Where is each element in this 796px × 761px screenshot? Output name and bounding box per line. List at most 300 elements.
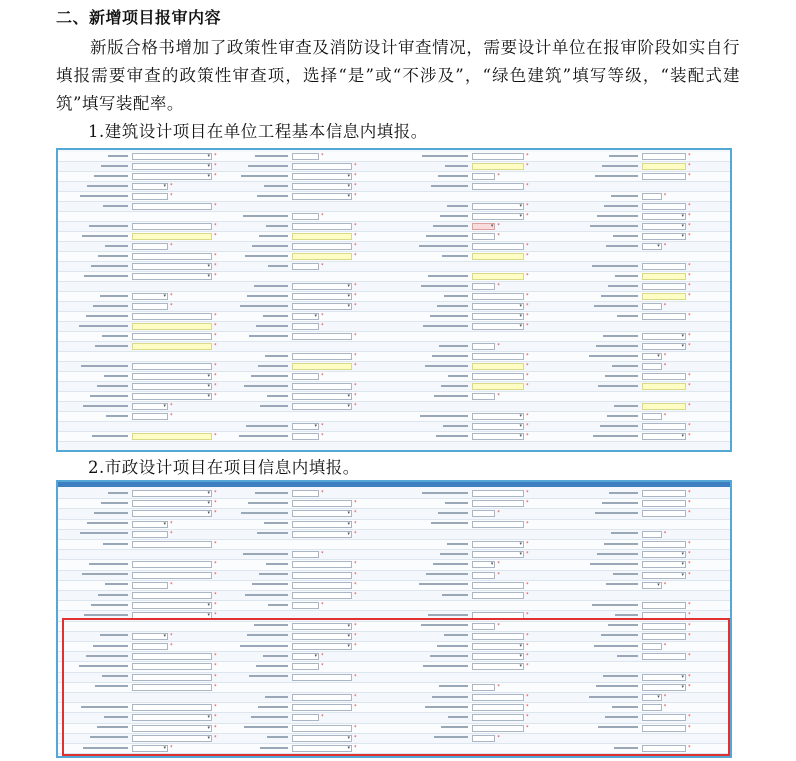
form-input[interactable] <box>642 572 686 579</box>
required-mark: * <box>663 530 667 537</box>
required-mark: * <box>354 233 357 239</box>
field-label <box>398 214 468 219</box>
required-mark: * <box>354 193 357 199</box>
required-mark: * <box>688 153 691 159</box>
required-mark: * <box>526 551 529 558</box>
required-mark: * <box>214 734 217 741</box>
field-label <box>398 542 468 547</box>
form-input[interactable] <box>132 531 168 538</box>
form-input[interactable] <box>292 263 319 270</box>
form-input[interactable] <box>642 510 686 517</box>
form-row <box>58 509 730 519</box>
field-label <box>218 552 288 557</box>
form-input[interactable] <box>642 531 662 538</box>
required-mark: * <box>354 403 357 409</box>
form-input[interactable] <box>132 323 212 330</box>
required-mark: * <box>663 243 667 249</box>
field-label <box>398 274 468 279</box>
required-mark: * <box>497 393 500 399</box>
form-input[interactable] <box>292 233 352 240</box>
form-input[interactable] <box>292 223 352 230</box>
field-label <box>568 434 638 439</box>
required-mark: * <box>214 163 217 169</box>
form-input[interactable] <box>642 490 686 497</box>
form-input[interactable] <box>292 183 352 190</box>
field-label <box>568 214 638 219</box>
field-label <box>218 532 288 537</box>
form-row <box>58 392 730 402</box>
form-input[interactable] <box>292 521 352 528</box>
required-mark: * <box>688 510 691 517</box>
form-input[interactable] <box>292 510 352 517</box>
form-row <box>58 412 730 422</box>
form-input[interactable] <box>292 373 319 380</box>
field-label <box>398 244 468 249</box>
field-label <box>398 424 468 429</box>
required-mark: * <box>321 263 324 269</box>
form-input[interactable] <box>472 353 524 360</box>
field-label <box>218 224 288 229</box>
field-label <box>58 224 128 229</box>
required-mark: * <box>688 333 691 339</box>
form-input[interactable] <box>472 343 495 350</box>
field-label <box>58 394 128 399</box>
form-input[interactable] <box>132 163 212 170</box>
form-input[interactable] <box>132 293 168 300</box>
form-input[interactable] <box>472 433 524 440</box>
required-mark: * <box>688 622 691 629</box>
form-input[interactable] <box>472 153 524 160</box>
form-row <box>58 202 730 212</box>
form-input[interactable] <box>132 343 212 350</box>
field-label <box>568 234 638 239</box>
form-input[interactable] <box>132 582 168 589</box>
form-input[interactable] <box>472 423 524 430</box>
form-input[interactable] <box>472 273 524 280</box>
required-mark: * <box>663 303 667 309</box>
required-mark: * <box>526 724 529 731</box>
form-input[interactable] <box>642 353 662 360</box>
field-label <box>568 491 638 496</box>
form-input[interactable] <box>472 561 495 568</box>
required-mark: * <box>497 561 500 568</box>
field-label <box>218 374 288 379</box>
form-input[interactable] <box>292 551 319 558</box>
form-input[interactable] <box>132 313 212 320</box>
form-input[interactable] <box>642 283 686 290</box>
field-label <box>218 562 288 567</box>
field-label <box>568 583 638 588</box>
form-input[interactable] <box>292 531 352 538</box>
field-label <box>58 234 128 239</box>
form-input[interactable] <box>642 413 662 420</box>
field-label <box>568 244 638 249</box>
required-mark: * <box>354 173 357 179</box>
form-input[interactable] <box>132 193 168 200</box>
form-input[interactable] <box>642 433 686 440</box>
field-label <box>218 354 288 359</box>
required-mark: * <box>497 223 500 229</box>
form-input[interactable] <box>132 413 168 420</box>
field-label <box>398 552 468 557</box>
required-mark: * <box>526 541 529 547</box>
form-input[interactable] <box>292 333 352 340</box>
form-input[interactable] <box>642 303 662 310</box>
form-input[interactable] <box>132 500 212 507</box>
required-mark: * <box>354 643 357 649</box>
form-input[interactable] <box>472 551 524 558</box>
form-row <box>58 489 730 499</box>
form-input[interactable] <box>292 313 319 320</box>
form-row <box>58 571 730 581</box>
form-input[interactable] <box>642 403 686 410</box>
required-mark: * <box>214 490 217 496</box>
form-input[interactable] <box>132 561 212 568</box>
required-mark: * <box>497 571 500 578</box>
form-row <box>58 362 730 372</box>
form-input[interactable] <box>132 373 212 380</box>
section-title: 二、新增项目报审内容 <box>56 8 222 27</box>
form-input[interactable] <box>292 561 352 568</box>
form-input[interactable] <box>132 173 212 180</box>
required-mark: * <box>526 243 529 249</box>
required-mark: * <box>170 581 173 588</box>
field-label <box>398 384 468 389</box>
form-input[interactable] <box>472 373 524 380</box>
form-input[interactable] <box>642 561 686 568</box>
form-input[interactable] <box>472 163 524 170</box>
form-input[interactable] <box>472 582 524 589</box>
required-mark: * <box>526 500 529 507</box>
required-mark: * <box>214 500 217 507</box>
form-input[interactable] <box>472 173 495 180</box>
form-input[interactable] <box>642 193 662 200</box>
form-row <box>58 342 730 352</box>
form-input[interactable] <box>292 283 352 290</box>
required-mark: * <box>688 724 691 731</box>
field-label <box>58 434 128 439</box>
form-row <box>58 152 730 162</box>
form-input[interactable] <box>472 592 524 599</box>
form-input[interactable] <box>472 393 495 400</box>
required-mark: * <box>214 173 217 179</box>
field-label <box>568 334 638 339</box>
required-mark: * <box>688 612 691 619</box>
required-mark: * <box>688 745 691 751</box>
field-label <box>218 491 288 496</box>
form-input[interactable] <box>292 423 319 430</box>
form-input[interactable] <box>292 403 352 410</box>
field-label <box>398 344 468 349</box>
field-label <box>568 573 638 578</box>
field-label <box>218 304 288 309</box>
required-mark: * <box>354 283 357 289</box>
required-mark: * <box>688 343 691 349</box>
form-input[interactable] <box>292 173 352 180</box>
required-mark: * <box>321 653 324 660</box>
form-input[interactable] <box>642 263 686 270</box>
required-mark: * <box>497 343 500 349</box>
form-input[interactable] <box>292 602 319 609</box>
form-input[interactable] <box>642 343 686 350</box>
required-mark: * <box>526 643 529 649</box>
required-mark: * <box>526 714 529 721</box>
form-input[interactable] <box>292 363 352 370</box>
required-mark: * <box>497 683 500 690</box>
form-input[interactable] <box>472 313 524 320</box>
form-input[interactable] <box>132 203 212 210</box>
field-label <box>218 511 288 516</box>
required-mark: * <box>214 393 217 399</box>
form-input[interactable] <box>472 293 524 300</box>
form-input[interactable] <box>642 373 686 380</box>
form-input[interactable] <box>292 213 319 220</box>
required-mark: * <box>526 253 529 259</box>
form-input[interactable] <box>472 541 524 548</box>
form-input[interactable] <box>292 393 352 400</box>
form-row <box>58 550 730 560</box>
field-label <box>398 224 468 229</box>
form-input[interactable] <box>132 383 212 390</box>
form-input[interactable] <box>132 253 212 260</box>
required-mark: * <box>526 612 529 619</box>
form-input[interactable] <box>642 173 686 180</box>
form-input[interactable] <box>132 433 212 440</box>
required-mark: * <box>688 541 691 547</box>
form-input[interactable] <box>292 303 352 310</box>
form-input[interactable] <box>292 163 352 170</box>
form-input[interactable] <box>132 273 212 280</box>
form-input[interactable] <box>642 500 686 507</box>
form-input[interactable] <box>472 521 524 528</box>
form-input[interactable] <box>642 293 686 300</box>
form-input[interactable] <box>642 582 662 589</box>
body-paragraph: 新版合格书增加了政策性审查及消防设计审查情况，需要设计单位在报审阶段如实自行填报需要审查的政策性审查项，选择“是”或“不涉及”，“绿色建筑”填写等级，“装配式建筑”填写装配率。 <box>56 38 740 113</box>
form-input[interactable] <box>132 243 168 250</box>
required-mark: * <box>214 153 217 159</box>
required-mark: * <box>526 293 529 299</box>
field-label <box>568 542 638 547</box>
field-label <box>568 354 638 359</box>
form-row <box>58 292 730 302</box>
form-input[interactable] <box>132 572 212 579</box>
form-row <box>58 499 730 509</box>
form-input[interactable] <box>642 153 686 160</box>
form-input[interactable] <box>642 333 686 340</box>
form-row <box>58 272 730 282</box>
field-label <box>568 264 638 269</box>
required-mark: * <box>663 581 667 588</box>
form-input[interactable] <box>642 551 686 558</box>
form-input[interactable] <box>472 253 524 260</box>
form-input[interactable] <box>292 572 352 579</box>
required-mark: * <box>526 153 529 159</box>
field-label <box>568 374 638 379</box>
form-input[interactable] <box>642 163 686 170</box>
required-mark: * <box>354 622 357 629</box>
required-mark: * <box>321 373 324 379</box>
form-input[interactable] <box>472 510 495 517</box>
form-input[interactable] <box>132 592 212 599</box>
required-mark: * <box>214 673 217 680</box>
form-input[interactable] <box>292 243 352 250</box>
form-input[interactable] <box>642 423 686 430</box>
form-input[interactable] <box>132 303 168 310</box>
field-label <box>568 364 638 369</box>
form-input[interactable] <box>642 203 686 210</box>
required-mark: * <box>170 745 173 751</box>
required-mark: * <box>497 510 500 517</box>
form-input[interactable] <box>132 223 212 230</box>
form-input[interactable] <box>132 490 212 497</box>
form-input[interactable] <box>642 383 686 390</box>
form-input[interactable] <box>472 383 524 390</box>
field-label <box>218 404 288 409</box>
field-label <box>398 254 468 259</box>
field-label <box>58 254 128 259</box>
required-mark: * <box>688 551 691 558</box>
field-label <box>218 214 288 219</box>
required-mark: * <box>663 694 667 700</box>
form-input[interactable] <box>642 602 686 609</box>
required-mark: * <box>526 373 529 379</box>
form-input[interactable] <box>292 193 352 200</box>
form-input[interactable] <box>132 541 212 548</box>
field-label <box>218 501 288 506</box>
form-input[interactable] <box>292 490 319 497</box>
required-mark: * <box>170 243 173 249</box>
form-input[interactable] <box>132 263 212 270</box>
form-row <box>58 372 730 382</box>
form-input[interactable] <box>132 403 168 410</box>
form-input[interactable] <box>472 363 524 370</box>
field-label <box>218 194 288 199</box>
form-input[interactable] <box>292 153 319 160</box>
form-input[interactable] <box>642 363 662 370</box>
required-mark: * <box>497 173 500 179</box>
form-input[interactable] <box>642 243 662 250</box>
form-input[interactable] <box>472 323 524 330</box>
required-mark: * <box>526 433 529 439</box>
form-input[interactable] <box>292 383 352 390</box>
form-input[interactable] <box>292 353 352 360</box>
highlight-box <box>62 618 730 756</box>
field-label <box>58 583 128 588</box>
form-row <box>58 192 730 202</box>
required-mark: * <box>497 622 500 629</box>
form-input[interactable] <box>292 253 352 260</box>
required-mark: * <box>354 383 357 389</box>
required-mark: * <box>214 663 217 670</box>
required-mark: * <box>354 353 357 359</box>
field-label <box>218 294 288 299</box>
form-header-bar <box>58 482 730 487</box>
form-input[interactable] <box>132 183 168 190</box>
field-label <box>568 314 638 319</box>
required-mark: * <box>663 363 667 369</box>
form-input[interactable] <box>472 500 524 507</box>
form-input[interactable] <box>642 541 686 548</box>
form-input[interactable] <box>132 233 212 240</box>
field-label <box>58 573 128 578</box>
required-mark: * <box>354 724 357 731</box>
field-label <box>568 204 638 209</box>
required-mark: * <box>688 673 691 680</box>
form-input[interactable] <box>132 602 212 609</box>
required-mark: * <box>663 353 667 359</box>
required-mark: * <box>170 643 173 649</box>
field-label <box>58 344 128 349</box>
form-input[interactable] <box>472 303 524 310</box>
form-input[interactable] <box>472 572 495 579</box>
form-input[interactable] <box>472 233 495 240</box>
required-mark: * <box>526 663 529 670</box>
form-input[interactable] <box>472 413 524 420</box>
required-mark: * <box>354 183 357 189</box>
field-label <box>218 234 288 239</box>
required-mark: * <box>688 561 691 568</box>
required-mark: * <box>354 694 357 700</box>
field-label <box>568 424 638 429</box>
form-input[interactable] <box>292 433 319 440</box>
form-input[interactable] <box>132 333 212 340</box>
required-mark: * <box>214 333 217 339</box>
field-label <box>58 374 128 379</box>
form-input[interactable] <box>132 153 212 160</box>
field-label <box>568 194 638 199</box>
required-mark: * <box>321 714 324 721</box>
field-label <box>568 304 638 309</box>
form-input[interactable] <box>292 500 352 507</box>
form-input[interactable] <box>642 223 686 230</box>
form-input[interactable] <box>642 213 686 220</box>
form-input[interactable] <box>472 183 524 190</box>
required-mark: * <box>354 163 357 169</box>
form-input[interactable] <box>132 363 212 370</box>
form-input[interactable] <box>132 393 212 400</box>
required-mark: * <box>688 173 691 179</box>
form-input[interactable] <box>132 521 168 528</box>
form-input[interactable] <box>472 203 524 210</box>
form-input[interactable] <box>472 283 495 290</box>
form-row <box>58 262 730 272</box>
required-mark: * <box>354 745 357 751</box>
field-label <box>398 374 468 379</box>
form-input[interactable] <box>292 592 352 599</box>
form-input[interactable] <box>132 510 212 517</box>
field-label <box>58 274 128 279</box>
form-input[interactable] <box>642 233 686 240</box>
form-input[interactable] <box>292 582 352 589</box>
form-input[interactable] <box>642 313 686 320</box>
field-label <box>398 583 468 588</box>
form-row <box>58 232 730 242</box>
form-input[interactable] <box>292 293 352 300</box>
form-input[interactable] <box>472 213 524 220</box>
required-mark: * <box>688 203 691 209</box>
field-label <box>568 274 638 279</box>
required-mark: * <box>321 313 324 319</box>
form-input[interactable] <box>472 490 524 497</box>
form-input[interactable] <box>472 223 495 230</box>
form-input[interactable] <box>292 323 319 330</box>
form-input[interactable] <box>472 243 524 250</box>
building-form-screenshot <box>56 148 732 452</box>
form-input[interactable] <box>642 273 686 280</box>
required-mark: * <box>214 612 217 619</box>
required-mark: * <box>526 203 529 209</box>
field-label <box>58 164 128 169</box>
